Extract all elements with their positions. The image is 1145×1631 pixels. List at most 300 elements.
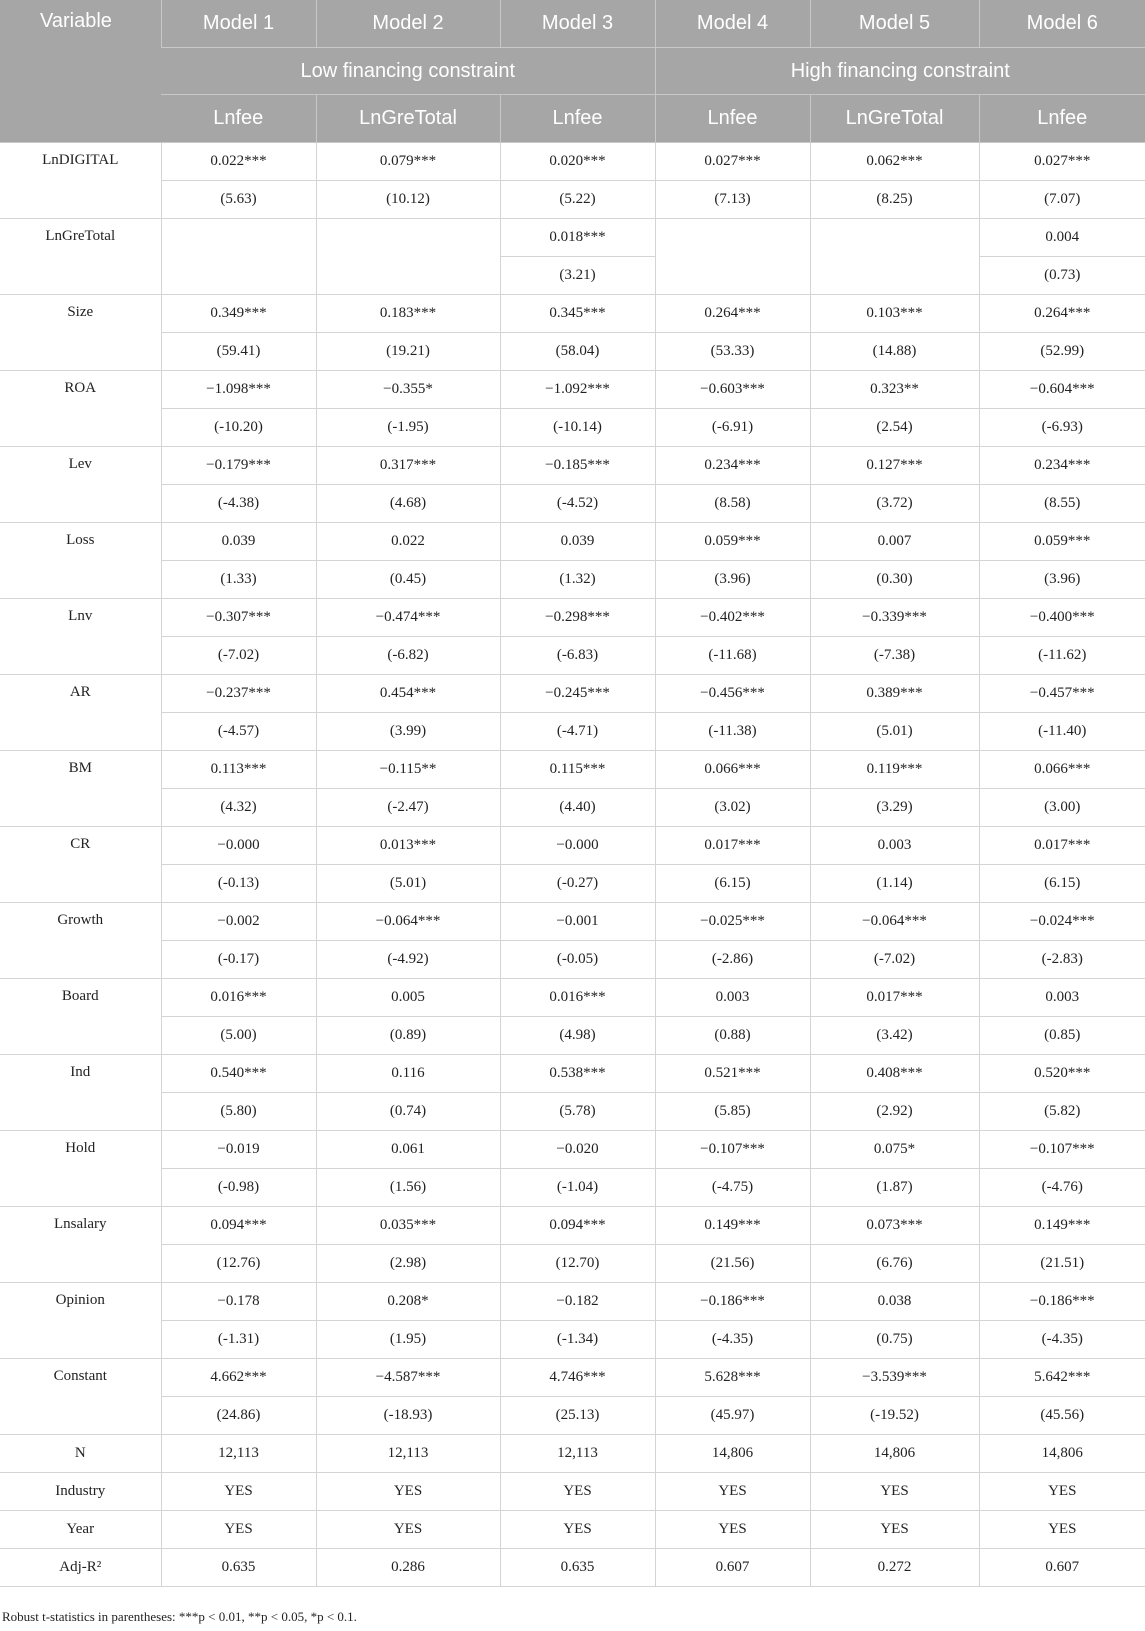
summary-cell: YES (655, 1473, 810, 1511)
tstat-cell: (53.33) (655, 333, 810, 371)
table-row-summary (0, 1549, 1145, 1587)
coef-cell: 4.746*** (500, 1359, 655, 1397)
coef-cell: 0.345*** (500, 295, 655, 333)
tstat-cell: (-2.47) (316, 789, 500, 827)
tstat-cell: (2.92) (810, 1093, 979, 1131)
summary-cell: 0.635 (500, 1549, 655, 1587)
tstat-cell: (1.32) (500, 561, 655, 599)
table-row-tstat (0, 1169, 1145, 1207)
variable-name: Constant (0, 1359, 161, 1435)
tstat-cell: (-4.75) (655, 1169, 810, 1207)
variable-name: Ind (0, 1055, 161, 1131)
coef-cell: 0.017*** (979, 827, 1145, 865)
tstat-cell: (7.07) (979, 181, 1145, 219)
tstat-cell: (-6.82) (316, 637, 500, 675)
coef-cell: 0.059*** (655, 523, 810, 561)
coef-cell: 0.005 (316, 979, 500, 1017)
coef-cell: −0.024*** (979, 903, 1145, 941)
tstat-cell: (58.04) (500, 333, 655, 371)
tstat-cell: (1.95) (316, 1321, 500, 1359)
tstat-cell: (21.56) (655, 1245, 810, 1283)
tstat-cell: (5.63) (161, 181, 316, 219)
coef-cell: −0.178 (161, 1283, 316, 1321)
tstat-cell: (0.88) (655, 1017, 810, 1055)
coef-cell: −0.402*** (655, 599, 810, 637)
coef-cell: 0.234*** (979, 447, 1145, 485)
tstat-cell: (12.70) (500, 1245, 655, 1283)
summary-cell: 0.607 (979, 1549, 1145, 1587)
coef-cell: −3.539*** (810, 1359, 979, 1397)
table-footnote: Robust t-statistics in parentheses: ***p < 0.01, **p < 0.05, *p < 0.1. (2, 1609, 357, 1624)
tstat-cell: (59.41) (161, 333, 316, 371)
coef-cell: 0.013*** (316, 827, 500, 865)
variable-name: LnGreTotal (0, 219, 161, 295)
coef-cell: 0.003 (810, 827, 979, 865)
header-model-5: Model 5 (810, 0, 979, 48)
header-model-4: Model 4 (655, 0, 810, 48)
coef-cell: 0.022*** (161, 143, 316, 181)
variable-name: BM (0, 751, 161, 827)
tstat-cell: (0.85) (979, 1017, 1145, 1055)
tstat-cell: (1.14) (810, 865, 979, 903)
coef-cell: −4.587*** (316, 1359, 500, 1397)
summary-cell: 0.286 (316, 1549, 500, 1587)
table-row-summary (0, 1511, 1145, 1549)
coef-cell: 0.007 (810, 523, 979, 561)
coef-cell: 0.003 (655, 979, 810, 1017)
table-row-tstat (0, 409, 1145, 447)
coef-cell: 0.208* (316, 1283, 500, 1321)
tstat-cell: (-11.38) (655, 713, 810, 751)
coef-cell: −0.185*** (500, 447, 655, 485)
tstat-cell: (3.72) (810, 485, 979, 523)
tstat-cell: (-19.52) (810, 1397, 979, 1435)
tstat-cell: (6.76) (810, 1245, 979, 1283)
coef-cell: −0.339*** (810, 599, 979, 637)
coef-cell: 0.323** (810, 371, 979, 409)
summary-cell: 14,806 (655, 1435, 810, 1473)
variable-name: Growth (0, 903, 161, 979)
coef-cell: 0.066*** (979, 751, 1145, 789)
coef-cell: −0.400*** (979, 599, 1145, 637)
summary-cell: YES (161, 1511, 316, 1549)
tstat-cell: (19.21) (316, 333, 500, 371)
tstat-cell: (-4.52) (500, 485, 655, 523)
coef-cell: 0.073*** (810, 1207, 979, 1245)
variable-name: Opinion (0, 1283, 161, 1359)
table-row-summary (0, 1473, 1145, 1511)
tstat-cell: (-18.93) (316, 1397, 500, 1435)
tstat-cell: (1.33) (161, 561, 316, 599)
tstat-cell: (0.73) (979, 257, 1145, 295)
summary-name: N (0, 1435, 161, 1473)
coef-cell: −0.179*** (161, 447, 316, 485)
tstat-cell: (-0.13) (161, 865, 316, 903)
table-row-tstat (0, 181, 1145, 219)
coef-cell: −0.457*** (979, 675, 1145, 713)
tstat-cell: (8.25) (810, 181, 979, 219)
tstat-cell: (3.96) (979, 561, 1145, 599)
tstat-cell: (45.97) (655, 1397, 810, 1435)
table-row-coef (0, 827, 1145, 865)
header-model-1: Model 1 (161, 0, 316, 48)
summary-cell: YES (810, 1511, 979, 1549)
coef-cell: 0.017*** (655, 827, 810, 865)
table-row-tstat (0, 1321, 1145, 1359)
table-row-tstat (0, 485, 1145, 523)
tstat-cell: (4.32) (161, 789, 316, 827)
summary-name: Year (0, 1511, 161, 1549)
tstat-cell: (4.68) (316, 485, 500, 523)
summary-cell: YES (979, 1473, 1145, 1511)
table-row-tstat (0, 1017, 1145, 1055)
table-row-coef (0, 447, 1145, 485)
variable-name: Lev (0, 447, 161, 523)
coef-cell: 0.059*** (979, 523, 1145, 561)
tstat-cell: (0.89) (316, 1017, 500, 1055)
table-header (0, 0, 1145, 143)
coef-cell: 0.062*** (810, 143, 979, 181)
coef-cell: 0.349*** (161, 295, 316, 333)
coef-cell: −0.107*** (979, 1131, 1145, 1169)
tstat-cell: (0.30) (810, 561, 979, 599)
tstat-cell: (-11.62) (979, 637, 1145, 675)
coef-cell: 0.234*** (655, 447, 810, 485)
coef-cell: 0.018*** (500, 219, 655, 257)
tstat-cell: (5.80) (161, 1093, 316, 1131)
table-body (0, 143, 1145, 1587)
coef-cell: 0.094*** (161, 1207, 316, 1245)
coef-cell: 5.628*** (655, 1359, 810, 1397)
coef-cell: 0.454*** (316, 675, 500, 713)
tstat-cell: (-6.93) (979, 409, 1145, 447)
tstat-cell: (-0.98) (161, 1169, 316, 1207)
summary-cell: 0.607 (655, 1549, 810, 1587)
tstat-cell: (3.99) (316, 713, 500, 751)
tstat-cell: (-0.27) (500, 865, 655, 903)
tstat-cell: (1.56) (316, 1169, 500, 1207)
tstat-cell: (-4.35) (655, 1321, 810, 1359)
tstat-cell: (3.29) (810, 789, 979, 827)
coef-cell: 0.038 (810, 1283, 979, 1321)
coef-cell: 0.264*** (979, 295, 1145, 333)
tstat-cell: (12.76) (161, 1245, 316, 1283)
empty-cell (810, 219, 979, 295)
table-row-coef (0, 523, 1145, 561)
tstat-cell: (-11.40) (979, 713, 1145, 751)
coef-cell: 0.119*** (810, 751, 979, 789)
coef-cell: 0.127*** (810, 447, 979, 485)
tstat-cell: (5.00) (161, 1017, 316, 1055)
coef-cell: −0.307*** (161, 599, 316, 637)
coef-cell: −0.019 (161, 1131, 316, 1169)
coef-cell: −0.025*** (655, 903, 810, 941)
table-row-tstat (0, 789, 1145, 827)
table-row-coef (0, 1359, 1145, 1397)
coef-cell: −0.020 (500, 1131, 655, 1169)
coef-cell: 0.094*** (500, 1207, 655, 1245)
table-row-coef (0, 1207, 1145, 1245)
coef-cell: −0.186*** (979, 1283, 1145, 1321)
summary-cell: 14,806 (810, 1435, 979, 1473)
tstat-cell: (-4.71) (500, 713, 655, 751)
coef-cell: 0.016*** (500, 979, 655, 1017)
coef-cell: −1.098*** (161, 371, 316, 409)
summary-name: Adj-R² (0, 1549, 161, 1587)
coef-cell: −0.298*** (500, 599, 655, 637)
table-row-coef (0, 1131, 1145, 1169)
tstat-cell: (-2.83) (979, 941, 1145, 979)
table-row-coef (0, 903, 1145, 941)
coef-cell: −0.001 (500, 903, 655, 941)
table-row-coef (0, 371, 1145, 409)
tstat-cell: (5.82) (979, 1093, 1145, 1131)
header-row-groups (0, 48, 1145, 95)
coef-cell: 0.103*** (810, 295, 979, 333)
coef-cell: −0.237*** (161, 675, 316, 713)
coef-cell: −0.186*** (655, 1283, 810, 1321)
coef-cell: 5.642*** (979, 1359, 1145, 1397)
coef-cell: −0.604*** (979, 371, 1145, 409)
table-row-coef (0, 675, 1145, 713)
coef-cell: −0.182 (500, 1283, 655, 1321)
table-row-coef (0, 751, 1145, 789)
coef-cell: 0.317*** (316, 447, 500, 485)
summary-cell: 12,113 (316, 1435, 500, 1473)
summary-cell: YES (500, 1511, 655, 1549)
table-row-tstat (0, 941, 1145, 979)
tstat-cell: (7.13) (655, 181, 810, 219)
coef-cell: 0.264*** (655, 295, 810, 333)
header-variable: Variable (0, 0, 161, 143)
tstat-cell: (3.00) (979, 789, 1145, 827)
tstat-cell: (2.54) (810, 409, 979, 447)
tstat-cell: (5.01) (810, 713, 979, 751)
tstat-cell: (-1.95) (316, 409, 500, 447)
header-group-high: High financing constraint (655, 48, 1145, 95)
tstat-cell: (5.22) (500, 181, 655, 219)
tstat-cell: (3.02) (655, 789, 810, 827)
coef-cell: 0.389*** (810, 675, 979, 713)
coef-cell: 0.017*** (810, 979, 979, 1017)
coef-cell: 0.027*** (655, 143, 810, 181)
table-row-coef (0, 143, 1145, 181)
summary-cell: YES (500, 1473, 655, 1511)
variable-name: Board (0, 979, 161, 1055)
coef-cell: 0.183*** (316, 295, 500, 333)
coef-cell: 0.113*** (161, 751, 316, 789)
tstat-cell: (0.45) (316, 561, 500, 599)
coef-cell: −0.474*** (316, 599, 500, 637)
tstat-cell: (-7.02) (810, 941, 979, 979)
tstat-cell: (-11.68) (655, 637, 810, 675)
header-dep-6: Lnfee (979, 95, 1145, 143)
tstat-cell: (-4.38) (161, 485, 316, 523)
tstat-cell: (4.98) (500, 1017, 655, 1055)
tstat-cell: (52.99) (979, 333, 1145, 371)
tstat-cell: (14.88) (810, 333, 979, 371)
tstat-cell: (-6.83) (500, 637, 655, 675)
summary-cell: YES (655, 1511, 810, 1549)
coef-cell: −0.064*** (810, 903, 979, 941)
table-row-tstat (0, 637, 1145, 675)
table-row-tstat (0, 1245, 1145, 1283)
variable-name: Lnv (0, 599, 161, 675)
coef-cell: 4.662*** (161, 1359, 316, 1397)
table-row-coef (0, 1055, 1145, 1093)
tstat-cell: (-1.34) (500, 1321, 655, 1359)
variable-name: Hold (0, 1131, 161, 1207)
tstat-cell: (3.21) (500, 257, 655, 295)
tstat-cell: (3.42) (810, 1017, 979, 1055)
coef-cell: 0.538*** (500, 1055, 655, 1093)
tstat-cell: (5.85) (655, 1093, 810, 1131)
tstat-cell: (-1.04) (500, 1169, 655, 1207)
tstat-cell: (-4.76) (979, 1169, 1145, 1207)
coef-cell: 0.004 (979, 219, 1145, 257)
coef-cell: 0.035*** (316, 1207, 500, 1245)
tstat-cell: (0.74) (316, 1093, 500, 1131)
table-row-tstat (0, 713, 1145, 751)
coef-cell: 0.020*** (500, 143, 655, 181)
coef-cell: 0.061 (316, 1131, 500, 1169)
tstat-cell: (6.15) (655, 865, 810, 903)
coef-cell: −0.603*** (655, 371, 810, 409)
coef-cell: −0.115** (316, 751, 500, 789)
table-row-tstat (0, 1093, 1145, 1131)
tstat-cell: (8.58) (655, 485, 810, 523)
coef-cell: 0.149*** (979, 1207, 1145, 1245)
empty-cell (161, 219, 316, 295)
table-row-tstat (0, 561, 1145, 599)
table-row-coef (0, 295, 1145, 333)
header-dep-4: Lnfee (655, 95, 810, 143)
coef-cell: −1.092*** (500, 371, 655, 409)
table-row-coef (0, 979, 1145, 1017)
variable-name: Lnsalary (0, 1207, 161, 1283)
summary-cell: 12,113 (161, 1435, 316, 1473)
tstat-cell: (-0.17) (161, 941, 316, 979)
header-model-2: Model 2 (316, 0, 500, 48)
coef-cell: 0.039 (161, 523, 316, 561)
tstat-cell: (-7.38) (810, 637, 979, 675)
tstat-cell: (25.13) (500, 1397, 655, 1435)
summary-cell: 12,113 (500, 1435, 655, 1473)
header-dep-5: LnGreTotal (810, 95, 979, 143)
coef-cell: −0.002 (161, 903, 316, 941)
variable-name: LnDIGITAL (0, 143, 161, 219)
empty-cell (655, 219, 810, 295)
coef-cell: 0.066*** (655, 751, 810, 789)
coef-cell: −0.000 (161, 827, 316, 865)
table-row-coef (0, 219, 1145, 257)
tstat-cell: (1.87) (810, 1169, 979, 1207)
tstat-cell: (2.98) (316, 1245, 500, 1283)
table-row-coef (0, 1283, 1145, 1321)
header-row-models (0, 0, 1145, 48)
coef-cell: 0.003 (979, 979, 1145, 1017)
tstat-cell: (0.75) (810, 1321, 979, 1359)
table-row-coef (0, 599, 1145, 637)
tstat-cell: (-4.35) (979, 1321, 1145, 1359)
coef-cell: −0.245*** (500, 675, 655, 713)
empty-cell (316, 219, 500, 295)
coef-cell: 0.115*** (500, 751, 655, 789)
header-group-low: Low financing constraint (161, 48, 655, 95)
summary-cell: YES (316, 1511, 500, 1549)
tstat-cell: (-6.91) (655, 409, 810, 447)
tstat-cell: (45.56) (979, 1397, 1145, 1435)
tstat-cell: (24.86) (161, 1397, 316, 1435)
summary-cell: YES (161, 1473, 316, 1511)
tstat-cell: (3.96) (655, 561, 810, 599)
coef-cell: −0.456*** (655, 675, 810, 713)
coef-cell: 0.408*** (810, 1055, 979, 1093)
table-row-tstat (0, 333, 1145, 371)
coef-cell: 0.016*** (161, 979, 316, 1017)
summary-cell: 0.272 (810, 1549, 979, 1587)
tstat-cell: (10.12) (316, 181, 500, 219)
header-dep-2: LnGreTotal (316, 95, 500, 143)
header-row-dependent (0, 95, 1145, 143)
tstat-cell: (-7.02) (161, 637, 316, 675)
coef-cell: 0.022 (316, 523, 500, 561)
variable-name: ROA (0, 371, 161, 447)
header-model-6: Model 6 (979, 0, 1145, 48)
tstat-cell: (21.51) (979, 1245, 1145, 1283)
header-dep-3: Lnfee (500, 95, 655, 143)
coef-cell: 0.520*** (979, 1055, 1145, 1093)
tstat-cell: (-4.57) (161, 713, 316, 751)
variable-name: CR (0, 827, 161, 903)
summary-cell: YES (810, 1473, 979, 1511)
variable-name: Loss (0, 523, 161, 599)
tstat-cell: (-0.05) (500, 941, 655, 979)
coef-cell: 0.079*** (316, 143, 500, 181)
tstat-cell: (4.40) (500, 789, 655, 827)
tstat-cell: (8.55) (979, 485, 1145, 523)
tstat-cell: (-10.14) (500, 409, 655, 447)
coef-cell: 0.149*** (655, 1207, 810, 1245)
table-row-tstat (0, 1397, 1145, 1435)
variable-name: Size (0, 295, 161, 371)
summary-cell: 0.635 (161, 1549, 316, 1587)
tstat-cell: (6.15) (979, 865, 1145, 903)
tstat-cell: (-1.31) (161, 1321, 316, 1359)
table-row-tstat (0, 865, 1145, 903)
coef-cell: 0.116 (316, 1055, 500, 1093)
tstat-cell: (-10.20) (161, 409, 316, 447)
header-dep-1: Lnfee (161, 95, 316, 143)
summary-cell: YES (979, 1511, 1145, 1549)
summary-cell: YES (316, 1473, 500, 1511)
header-model-3: Model 3 (500, 0, 655, 48)
tstat-cell: (5.01) (316, 865, 500, 903)
tstat-cell: (-2.86) (655, 941, 810, 979)
coef-cell: −0.064*** (316, 903, 500, 941)
coef-cell: −0.000 (500, 827, 655, 865)
coef-cell: −0.107*** (655, 1131, 810, 1169)
coef-cell: 0.540*** (161, 1055, 316, 1093)
coef-cell: −0.355* (316, 371, 500, 409)
coef-cell: 0.075* (810, 1131, 979, 1169)
coef-cell: 0.027*** (979, 143, 1145, 181)
summary-name: Industry (0, 1473, 161, 1511)
tstat-cell: (5.78) (500, 1093, 655, 1131)
coef-cell: 0.039 (500, 523, 655, 561)
tstat-cell: (-4.92) (316, 941, 500, 979)
coef-cell: 0.521*** (655, 1055, 810, 1093)
